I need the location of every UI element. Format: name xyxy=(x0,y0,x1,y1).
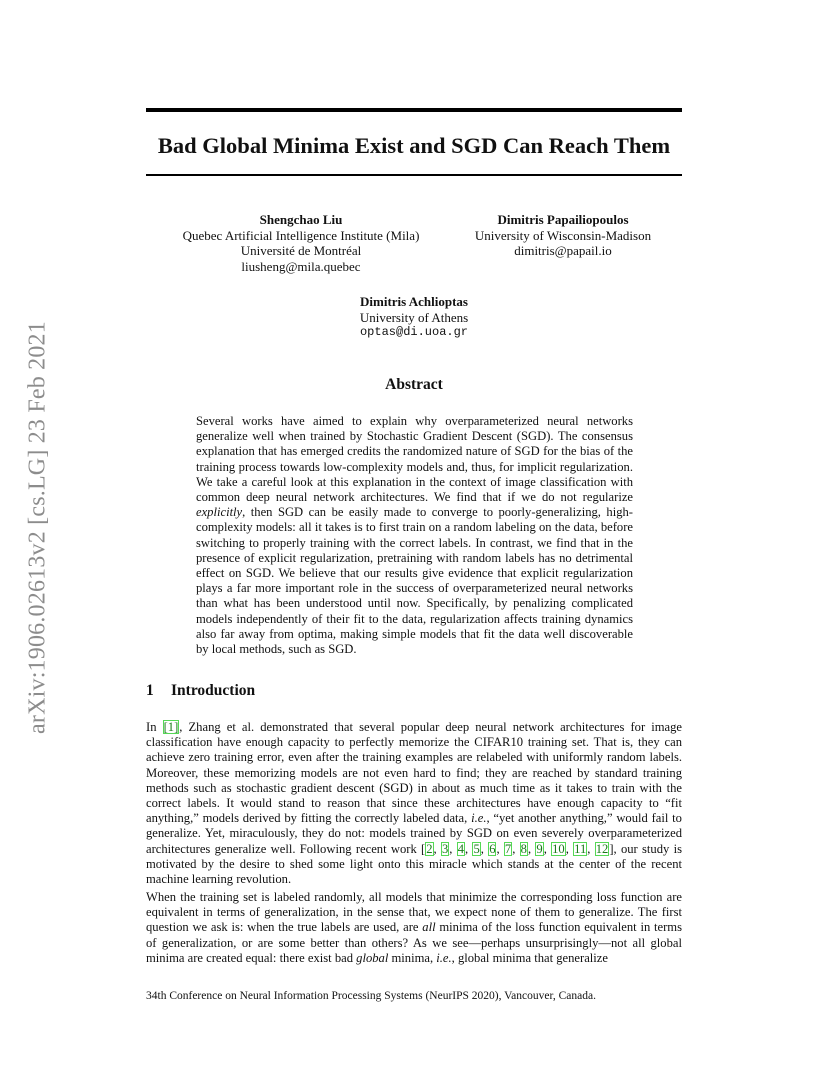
body-emphasis: i.e. xyxy=(436,950,452,965)
citation-link[interactable]: 2 xyxy=(426,841,433,856)
author-email: liusheng@mila.quebec xyxy=(241,258,361,274)
conference-footnote: 34th Conference on Neural Information Processing Systems (NeurIPS 2020), Vancouver, Canada. xyxy=(146,990,596,1002)
abstract-heading: Abstract xyxy=(385,376,443,393)
abstract-text: Several works have aimed to explain why overparameterized neural networks generalize well when trained by Stochastic Gradient Descent (SGD). The consensus explanation that has emerged credits the randomized nature of SGD for the bias of the training process towards low-complexity models and, thus, for implicit regularization. We take a careful look at this explanation in the context of image classification with common deep neural network architectures. We find that if we do not regularize xyxy=(196,414,633,505)
title-top-rule xyxy=(146,108,682,112)
citation-link[interactable]: [1] xyxy=(163,720,179,734)
author-name: Dimitris Achlioptas xyxy=(360,294,468,309)
author-email: dimitris@papail.io xyxy=(514,243,612,258)
author-affiliation: Quebec Artificial Intelligence Institute (Mila) xyxy=(182,227,420,243)
body-text: minima, xyxy=(388,950,437,965)
body-text: minima of the loss function equivalent in terms of generalization, or are some better than others? As we see—perhaps unsurprisingly—not all global minima are created equal: there exist bad xyxy=(146,920,682,965)
body-text: , “yet another anything,” would fail to generalize. Yet, miraculously, they do not: models trained by SGD on even severely overparameterized architectures generalize well. Following recent work [ xyxy=(146,811,682,856)
intro-paragraph-2 xyxy=(146,890,682,966)
abstract-body xyxy=(196,414,633,657)
citation-link[interactable]: 9 xyxy=(536,841,543,856)
author-affiliation: University of Wisconsin-Madison xyxy=(474,227,652,243)
body-text: In xyxy=(146,720,163,734)
section-title: Introduction xyxy=(171,682,256,699)
body-emphasis: i.e. xyxy=(471,811,487,826)
author-affiliation: University of Athens xyxy=(359,309,469,325)
citation-link[interactable]: 12 xyxy=(595,841,609,856)
author-block-2 xyxy=(448,212,678,259)
citation-link[interactable]: 4 xyxy=(457,841,465,856)
body-text: , Zhang et al. demonstrated that several popular deep neural network architectures for image classification have enough capacity to perfectly memorize the CIFAR10 training set. That is, they can achieve zero training error, even after the training examples are relabeled with uniformly random labels. Moreover, these memorizing models are not even hard to find; they are reached by standard training methods such as stochastic gradient descent (SGD) in about as much time as it takes to train with the correct labels. It would stand to reason that since these architectures have enough capacity to “fit anything,” models derived by fitting the correctly labeled data, xyxy=(146,720,683,826)
author-email: optas@di.uoa.gr xyxy=(359,325,469,339)
author-block-1 xyxy=(166,212,436,274)
section-number: 1 xyxy=(146,682,154,699)
body-emphasis: global xyxy=(356,950,389,965)
citation-link[interactable]: 6 xyxy=(489,841,496,856)
citation-link[interactable]: 8 xyxy=(520,841,527,856)
citation-link[interactable]: 5 xyxy=(473,841,480,856)
author-affiliation: Université de Montréal xyxy=(240,243,362,258)
section-heading xyxy=(146,682,255,700)
body-text: When the training set is labeled randomly, all models that minimize the corresponding loss function are equivalent in terms of generalization, in the sense that, we expect none of them to generalize. The first question we ask is: when the true labels are used, are xyxy=(146,890,682,935)
author-block-3 xyxy=(314,294,514,341)
abstract-emphasis: explicitly xyxy=(196,505,243,520)
body-text: ], our study is motivated by the desire to shed some light onto this miracle which stands at the center of the recent machine learning revolution. xyxy=(146,841,683,887)
author-name: Dimitris Papailiopoulos xyxy=(497,212,629,227)
citation-link[interactable]: 10 xyxy=(552,841,565,856)
body-text: , global minima that generalize xyxy=(451,950,608,965)
abstract-text: , then SGD can be easily made to converge to poorly-generalizing, high-complexity models: all it takes is to first train on a random labeling on the data, before switching to properly training with the correct labels. In contrast, we find that in the presence of explicit regularization, pretraining with random labels has no detrimental effect on SGD. We believe that our results give evidence that explicit regularization plays a far more important role in the success of overparameterized neural networks than what has been understood until now. Specifically, by penalizing complicated models independently of their fit to the data, regularization affects training dynamics also far away from optima, making simple models that fit the data well discoverable by local methods, such as SGD. xyxy=(196,505,633,657)
citation-link[interactable]: 7 xyxy=(504,841,512,856)
citation-link[interactable]: 11 xyxy=(574,841,587,856)
citation-link[interactable]: 3 xyxy=(441,841,449,856)
author-name: Shengchao Liu xyxy=(259,212,343,227)
intro-paragraph-1: In [1], Zhang et al. demonstrated that several popular deep neural network architectures for image classification have enough capacity to perfectly memorize the CIFAR10 training set. That is, they can achieve zero training error, even after the training examples are relabeled with uniformly random labels. Moreover, these memorizing models are not even hard to find; they are reached by standard training methods such as stochastic gradient descent (SGD) in about as much time as it takes to train with the correct labels. It would stand to reason that since these architectures have enough capacity to “fit anything,” models derived by fitting the correctly labeled data, i.e., “yet another anything,” would fail to generalize. Yet, miraculously, they do not: models trained by SGD on even severely overparameterized architectures generalize well. Following recent work [2, 3, 4, 5, 6, 7, 8, 9, 10, 11, 12], our study is motivated by the desire to shed some light onto this miracle which stands at the center of the recent machine learning revolution. xyxy=(146,720,683,887)
arxiv-stamp-text: arXiv:1906.02613v2 [cs.LG] 23 Feb 2021 xyxy=(24,321,51,734)
body-emphasis: all xyxy=(422,920,436,935)
title-bottom-rule xyxy=(146,174,682,176)
paper-title: Bad Global Minima Exist and SGD Can Reach Them xyxy=(157,133,671,158)
